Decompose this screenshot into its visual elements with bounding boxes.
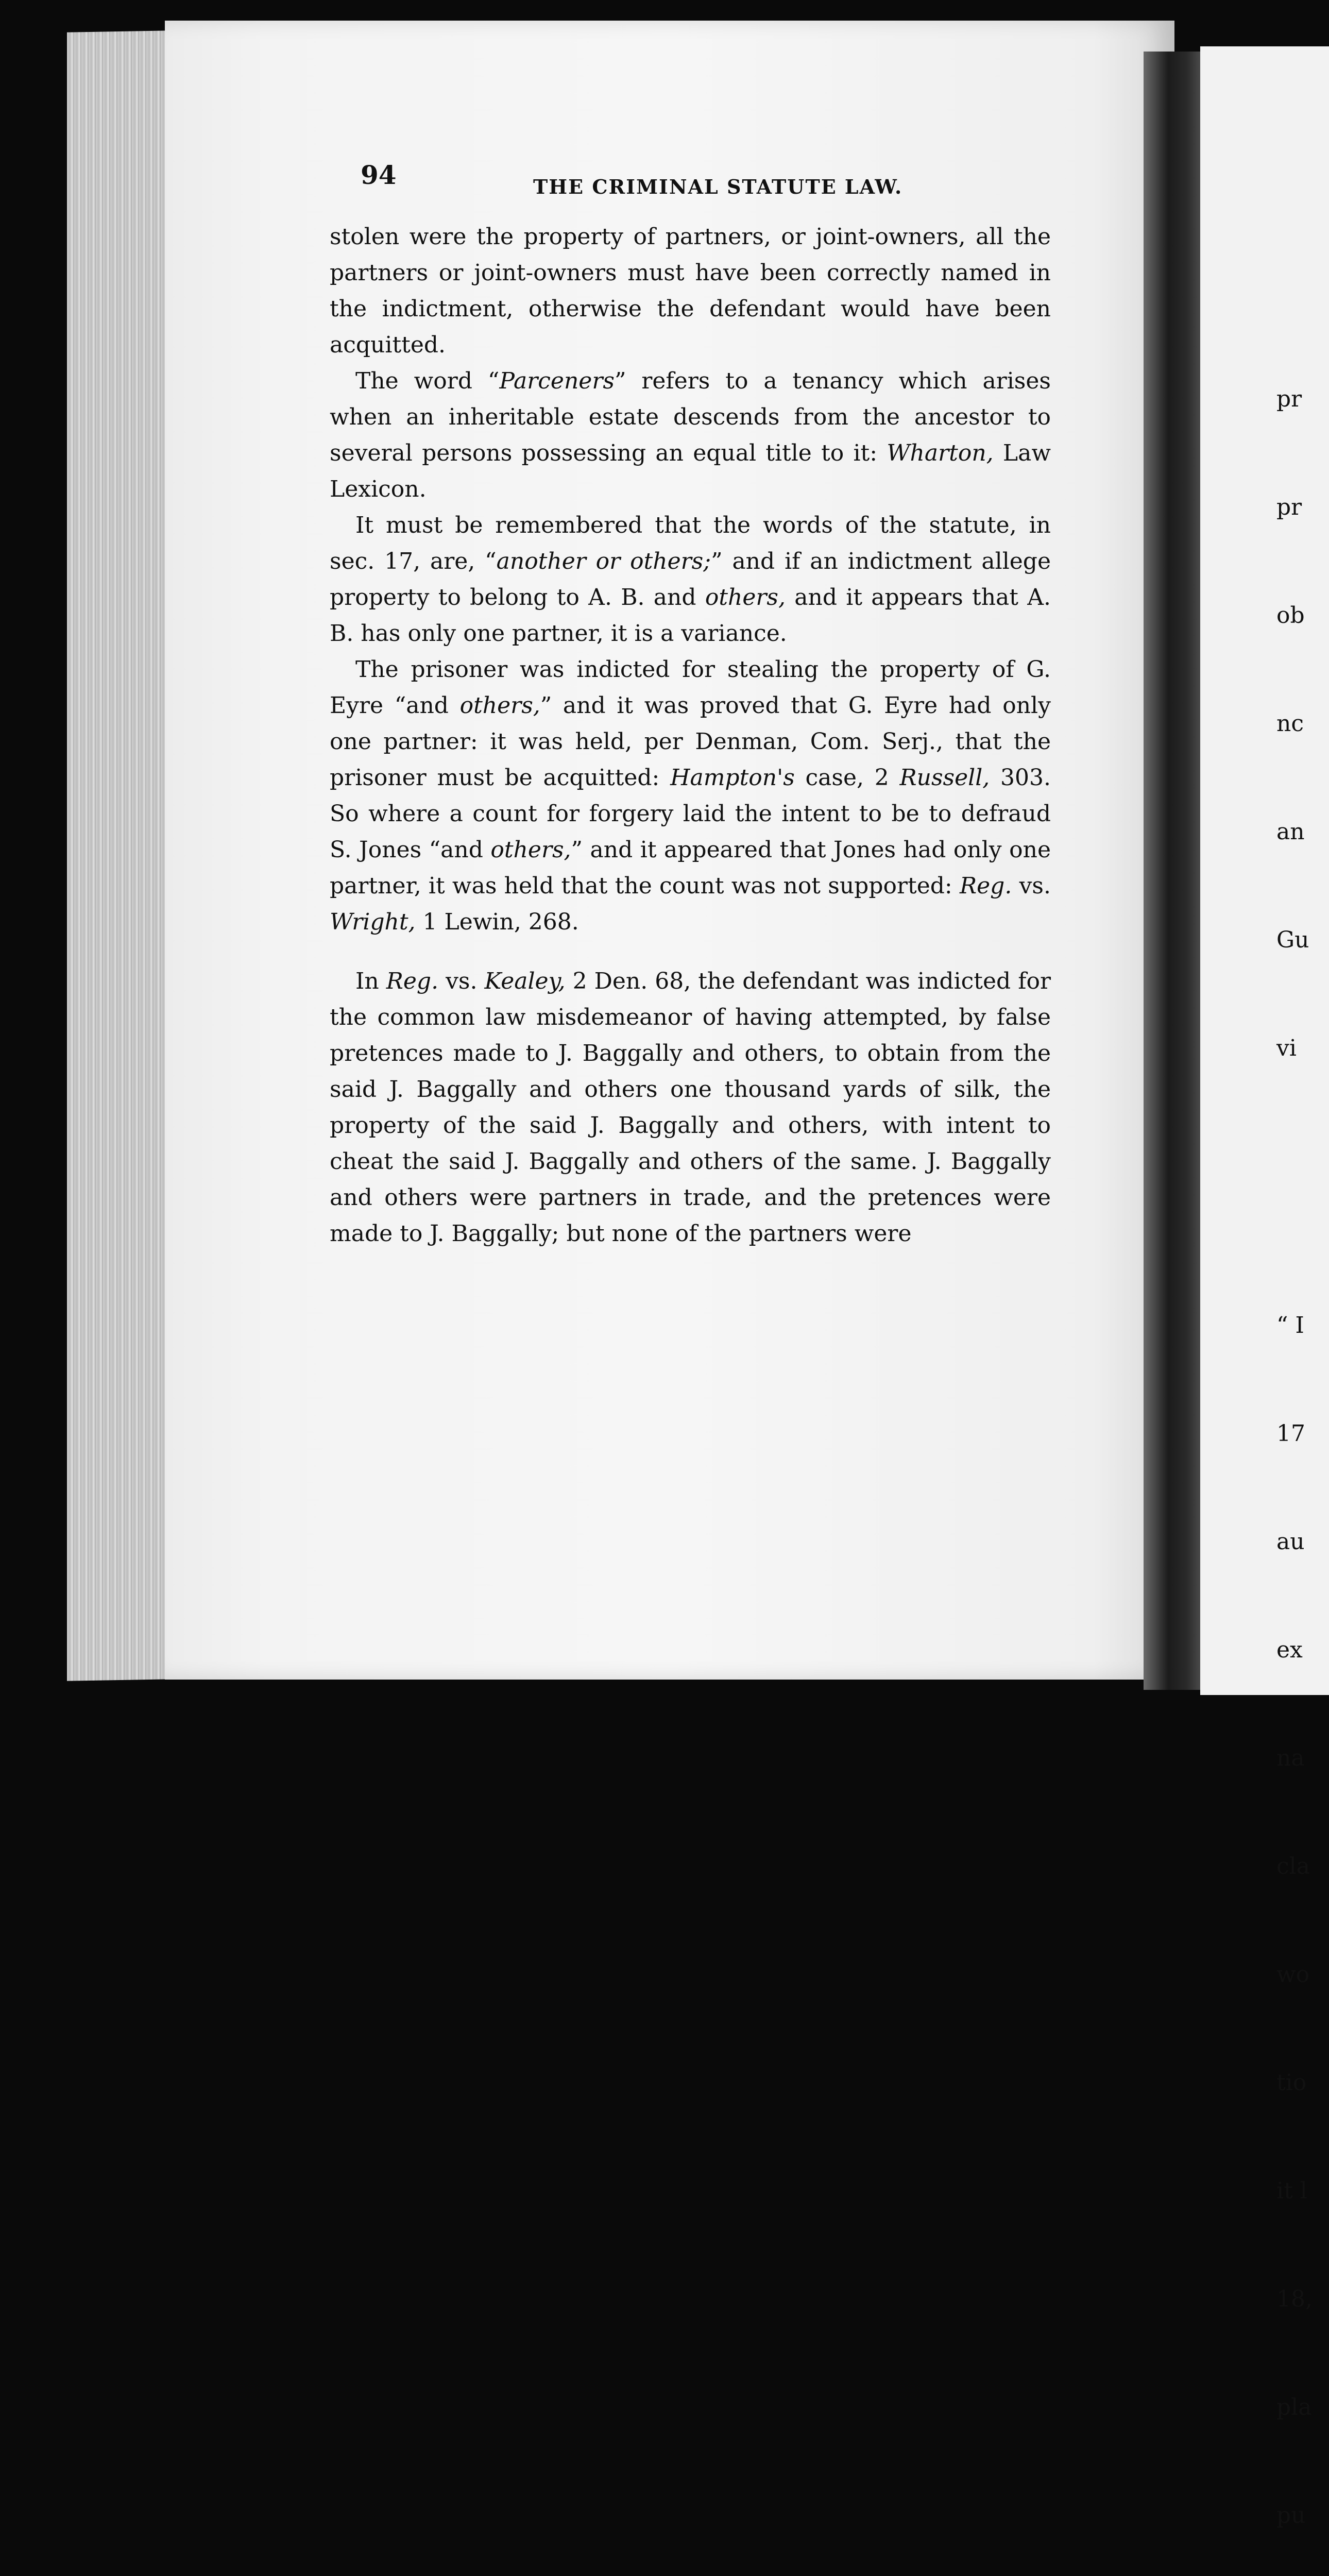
- book-gutter: [1144, 52, 1205, 1690]
- body-text: [330, 219, 1051, 1252]
- paragraph-4: The prisoner was indicted for stealing the property of G. Eyre “and others,” and it was proved that G. Eyre had only one partner: it was held, per Denman, Com. Serj., that the prisoner must be acquitted: Hampton's case, 2 Russell, 303. So where a count for forgery laid the intent to be to defraud S. Jones “and others,” and it appeared that Jones had only one partner, it was held that the count was not supported: Reg. vs. Wright, 1 Lewin, 268.: [330, 656, 1051, 935]
- paragraph-5: In Reg. vs. Kealey, 2 Den. 68, the defendant was indicted for the common law misdemeanor of having attempted, by false pretences made to J. Baggally and others, to obtain from the said J. Baggally and others one thousand yards of silk, the property of the said J. Baggally and others, with intent to cheat the said J. Baggally and others of the same. J. Baggally and others were partners in trade, and the pretences were made to J. Baggally; but none of the partners were: [330, 968, 1051, 1247]
- facing-page-text: [1276, 237, 1325, 2576]
- paragraph-1: stolen were the property of partners, or joint-owners, all the partners or joint-owners must have been correctly named in the indictment, otherwise the defendant would have been acquitted.: [330, 224, 1051, 358]
- page-number: 94: [361, 160, 397, 190]
- paragraph-3: It must be remembered that the words of the statute, in sec. 17, are, “another or others;” and if an indictment allege property to belong to A. B. and others, and it appears that A. B. has only one partner, it is a variance.: [330, 512, 1051, 647]
- facing-block-2: “ I 17 au ex na cla wo tio it l 18, pla pu: [1276, 1312, 1313, 2529]
- facing-block-1: pr pr ob nc an Gu vi: [1276, 386, 1309, 1061]
- paragraph-2: The word “Parceners” refers to a tenancy which arises when an inheritable estate descends from the ancestor to several persons possessing an equal title to it: Wharton, Law Lexicon.: [330, 368, 1051, 502]
- running-title: THE CRIMINAL STATUTE LAW.: [533, 175, 903, 198]
